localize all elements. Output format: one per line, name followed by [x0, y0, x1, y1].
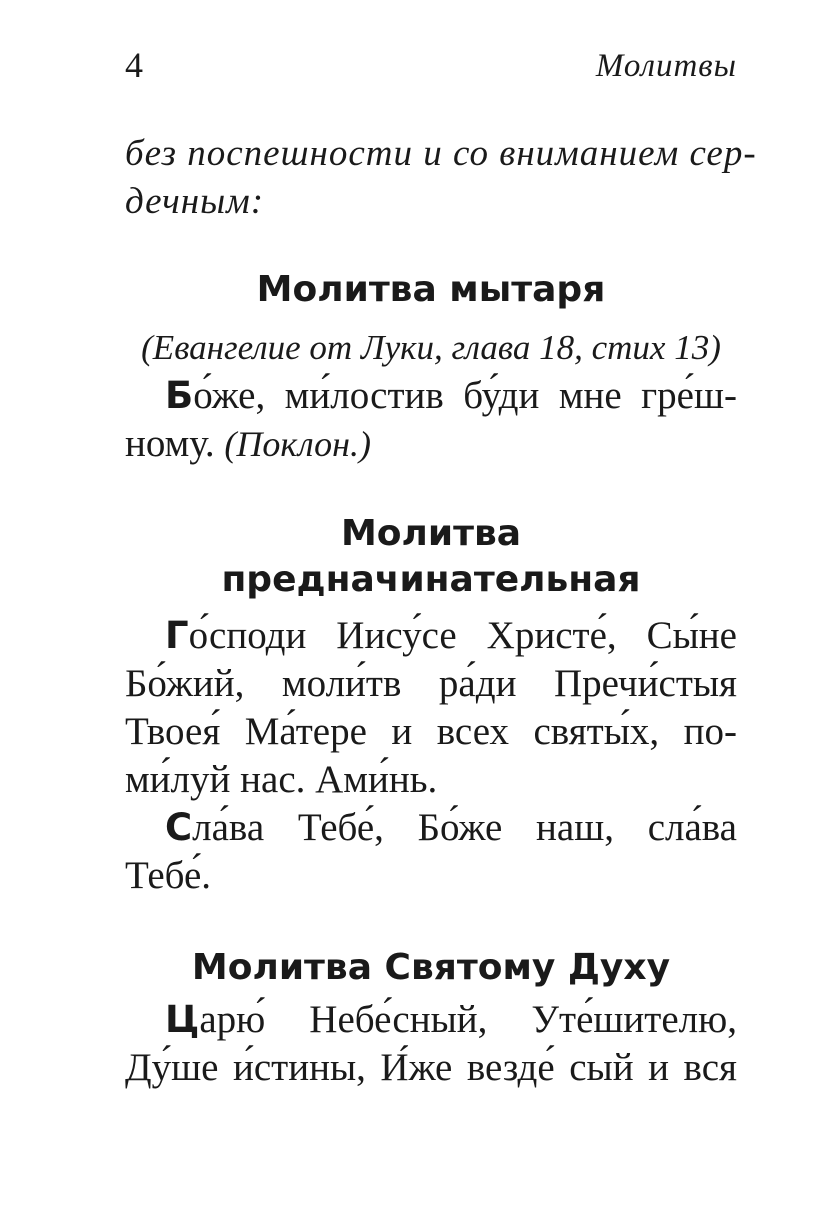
- running-head: Молитвы: [595, 48, 737, 84]
- text-line: Бо́жий, моли́тв ра́ди Пречи́стыя: [125, 662, 737, 705]
- prayer-text-opening: [125, 612, 737, 900]
- text-line: ми́луй нас. Ами́нь.: [125, 758, 438, 801]
- prayer-title-opening-line-2: предначинательная: [221, 559, 641, 600]
- text-line: [125, 804, 737, 852]
- text-fragment: о́же, ми́лостив бу́ди мне гре́ш-: [193, 374, 737, 417]
- prayer-title-opening-line-1: Молитва: [340, 513, 522, 554]
- intro-text: [125, 130, 757, 226]
- intro-line-1: без поспешности и со вниманием сер-: [125, 133, 757, 174]
- initial-letter: Б: [165, 374, 194, 417]
- text-fragment: о́споди Иису́се Христе́, Сы́не: [188, 614, 737, 657]
- text-fragment: ному.: [125, 422, 215, 465]
- text-fragment: арю́ Небе́сный, Уте́шителю,: [199, 998, 737, 1041]
- text-line: Твоея́ Ма́тере и всех святы́х, по-: [125, 710, 737, 753]
- prayer-title-holy-spirit: Молитва Святому Духу: [191, 947, 671, 988]
- initial-letter: С: [165, 806, 193, 849]
- text-line: Ду́ше и́стины, И́же везде́ сый и вся: [125, 1046, 737, 1089]
- text-line: [125, 996, 737, 1044]
- text-line: [125, 612, 737, 660]
- intro-line-2: дечным:: [125, 181, 265, 222]
- text-fragment: ла́ва Тебе́, Бо́же наш, сла́ва: [192, 806, 737, 849]
- text-line: [125, 420, 737, 468]
- initial-letter: Ц: [165, 998, 200, 1041]
- page-number: 4: [125, 45, 143, 85]
- prayer-text-holy-spirit: [125, 996, 737, 1092]
- prayer-title-publican: Молитва мытаря: [256, 269, 606, 310]
- page-header: [125, 44, 737, 94]
- prayer-source-reference: (Евангелие от Луки, глава 18, стих 13): [141, 328, 721, 367]
- bow-note: (Поклон.): [224, 424, 371, 464]
- book-page: [125, 0, 757, 1228]
- initial-letter: Г: [165, 614, 189, 657]
- prayer-text-publican: [125, 372, 737, 468]
- text-line: Тебе́.: [125, 854, 212, 897]
- text-line: [125, 372, 737, 420]
